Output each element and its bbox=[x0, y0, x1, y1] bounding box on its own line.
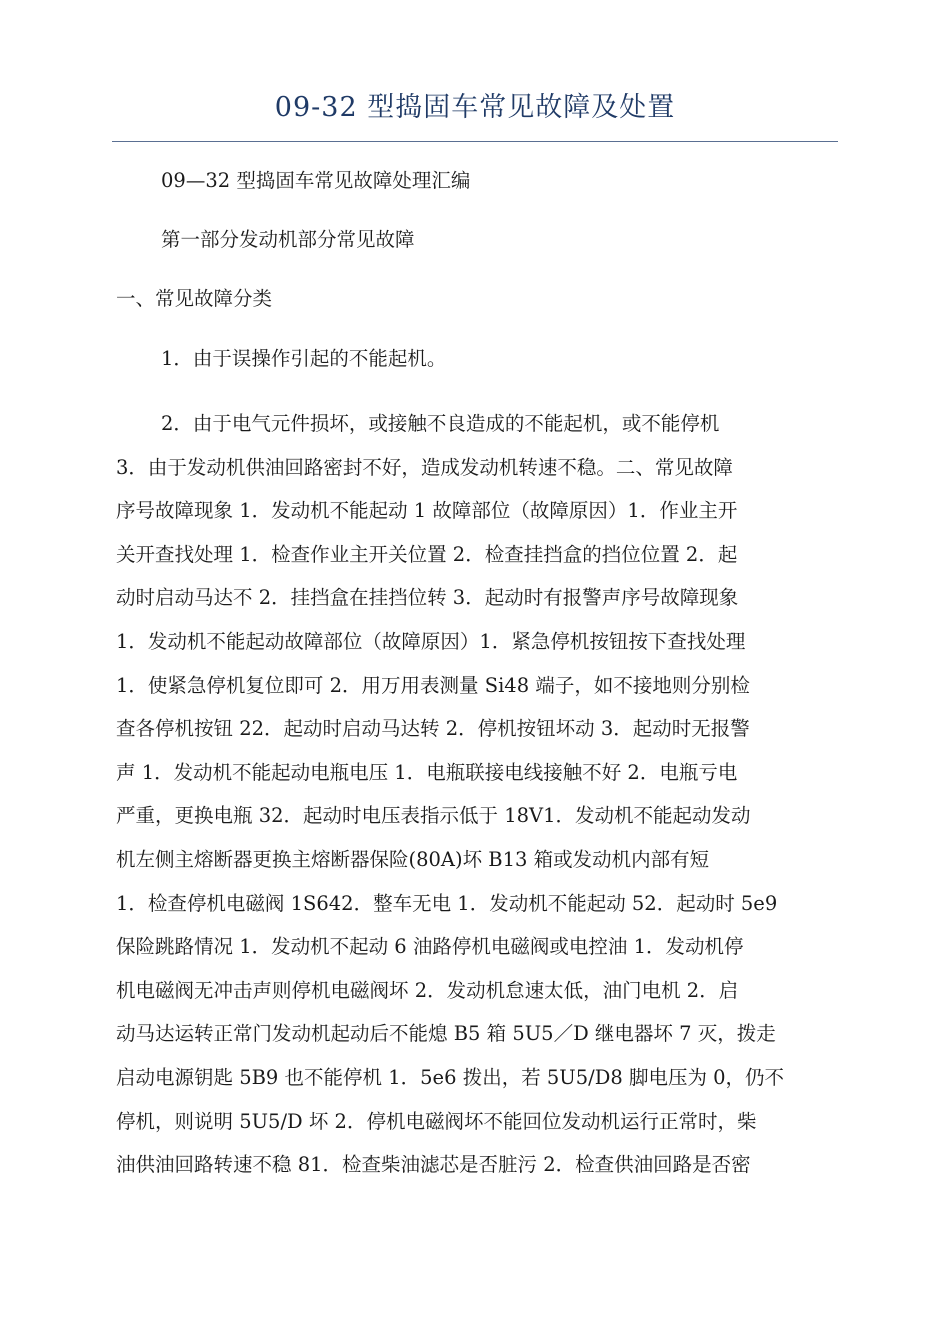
body-line: 机左侧主熔断器更换主熔断器保险(80A)坏 B13 箱或发动机内部有短 bbox=[116, 847, 710, 871]
body-line: 严重，更换电瓶 32．起动时电压表指示低于 18V1．发动机不能起动发动 bbox=[116, 804, 751, 828]
body-line: 启动电源钥匙 5B9 也不能停机 1．5e6 拨出，若 5U5/D8 脚电压为 0，仍不 bbox=[116, 1065, 785, 1089]
body-line: 2．由于电气元件损坏，或接触不良造成的不能起机，或不能停机 bbox=[161, 412, 720, 435]
body-line: 油供油回路转速不稳 81．检查柴油滤芯是否脏污 2．检查供油回路是否密 bbox=[116, 1153, 751, 1177]
body-line: 停机，则说明 5U5/D 坏 2．停机电磁阀坏不能回位发动机运行正常时，柴 bbox=[116, 1109, 757, 1133]
body-line: 序号故障现象 1．发动机不能起动 1 故障部位（故障原因）1．作业主开 bbox=[116, 499, 738, 523]
body-line: 1．发动机不能起动故障部位（故障原因）1．紧急停机按钮按下查找处理 bbox=[116, 629, 746, 653]
list-item-1: 1．由于误操作引起的不能起机。 bbox=[161, 347, 447, 370]
part-heading: 第一部分发动机部分常见故障 bbox=[161, 228, 415, 251]
body-line: 1．检查停机电磁阀 1S642．整车无电 1．发动机不能起动 52．起动时 5e9 bbox=[116, 891, 778, 915]
body-line: 1．使紧急停机复位即可 2．用万用表测量 Si48 端子，如不接地则分别检 bbox=[116, 673, 750, 697]
body-line: 声 1．发动机不能起动电瓶电压 1．电瓶联接电线接触不好 2．电瓶亏电 bbox=[116, 760, 738, 784]
body-line: 查各停机按钮 22．起动时启动马达转 2．停机按钮坏动 3．起动时无报警 bbox=[116, 717, 750, 741]
body-text bbox=[116, 402, 836, 1187]
body-line: 3．由于发动机供油回路密封不好，造成发动机转速不稳。二、常见故障 bbox=[116, 455, 733, 479]
document-title: 09-32 型捣固车常见故障及处置 bbox=[274, 92, 676, 123]
body-line: 关开查找处理 1．检查作业主开关位置 2．检查挂挡盒的挡位位置 2．起 bbox=[116, 542, 738, 566]
body-line: 机电磁阀无冲击声则停机电磁阀坏 2．发动机怠速太低，油门电机 2．启 bbox=[116, 978, 739, 1002]
title-divider bbox=[112, 141, 838, 142]
section-heading: 一、常见故障分类 bbox=[116, 287, 273, 310]
body-line: 保险跳路情况 1．发动机不起动 6 油路停机电磁阀或电控油 1．发动机停 bbox=[116, 935, 744, 959]
body-line: 动马达运转正常门发动机起动后不能熄 B5 箱 5U5／D 继电器坏 7 灭，拨走 bbox=[116, 1022, 776, 1046]
document-subtitle: 09—32 型捣固车常见故障处理汇编 bbox=[161, 169, 471, 192]
body-line: 动时启动马达不 2．挂挡盒在挂挡位转 3．起动时有报警声序号故障现象 bbox=[116, 586, 739, 610]
